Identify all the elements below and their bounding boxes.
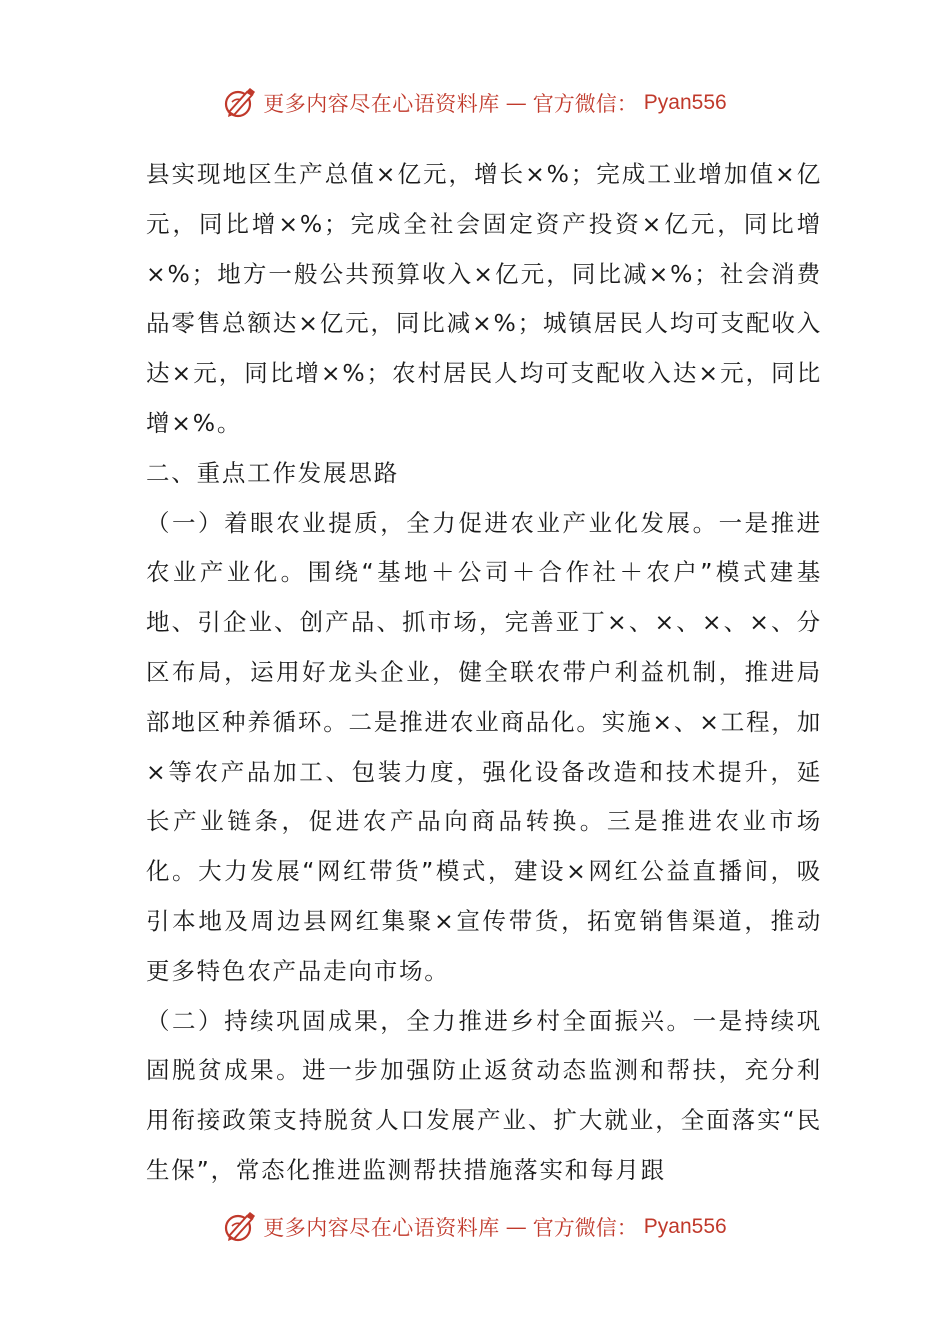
watermark-contact-id: Pyan556 (643, 1215, 727, 1238)
watermark-separator: — (505, 1215, 527, 1239)
watermark-contact-label: 官方微信： (532, 92, 638, 116)
paragraph-rural-revitalization: （二）持续巩固成果，全力推进乡村全面振兴。一是持续巩固脱贫成果。进一步加强防止返贫动态监测和帮扶，充分利用衔接政策支持脱贫人口发展产业、扩大就业，全面落实“民生保”，常态化推进监测帮扶措施落实和每月跟 (146, 1006, 822, 1184)
pen-logo-icon (223, 1210, 257, 1244)
section-heading: 二、重点工作发展思路 (146, 458, 399, 487)
watermark-site-text: 更多内容尽在心语资料库 (263, 1216, 500, 1240)
watermark-site-text: 更多内容尽在心语资料库 (263, 92, 500, 116)
paragraph-economic-indicators: 县实现地区生产总值×亿元，增长×%；完成工业增加值×亿元，同比增×%；完成全社会固定资产投资×亿元，同比增×%；地方一般公共预算收入×亿元，同比减×%；社会消费品零售总额达×亿元，同比减×%；城镇居民人均可支配收入达×元，同比增×%；农村居民人均可支配收入达×元，同比增×%。 (146, 160, 822, 437)
watermark-contact-id: Pyan556 (643, 91, 727, 114)
watermark-contact-label: 官方微信： (532, 1216, 638, 1240)
header-watermark (0, 86, 950, 120)
footer-watermark (0, 1210, 950, 1244)
paragraph-agriculture: （一）着眼农业提质，全力促进农业产业化发展。一是推进农业产业化。围绕“基地＋公司＋合作社＋农户”模式建基地、引企业、创产品、抓市场，完善亚丁×、×、×、×、分区布局，运用好龙头企业，健全联农带户利益机制，推进局部地区种养循环。二是推进农业商品化。实施×、×工程，加×等农产品加工、包装力度，强化设备改造和技术提升，延长产业链条，促进农产品向商品转换。三是推进农业市场化。大力发展“网红带货”模式，建设×网红公益直播间，吸引本地及周边县网红集聚×宣传带货，拓宽销售渠道，推动更多特色农产品走向市场。 (146, 508, 822, 985)
watermark-separator: — (505, 91, 527, 115)
pen-logo-icon (223, 86, 257, 120)
document-body (146, 150, 822, 1196)
